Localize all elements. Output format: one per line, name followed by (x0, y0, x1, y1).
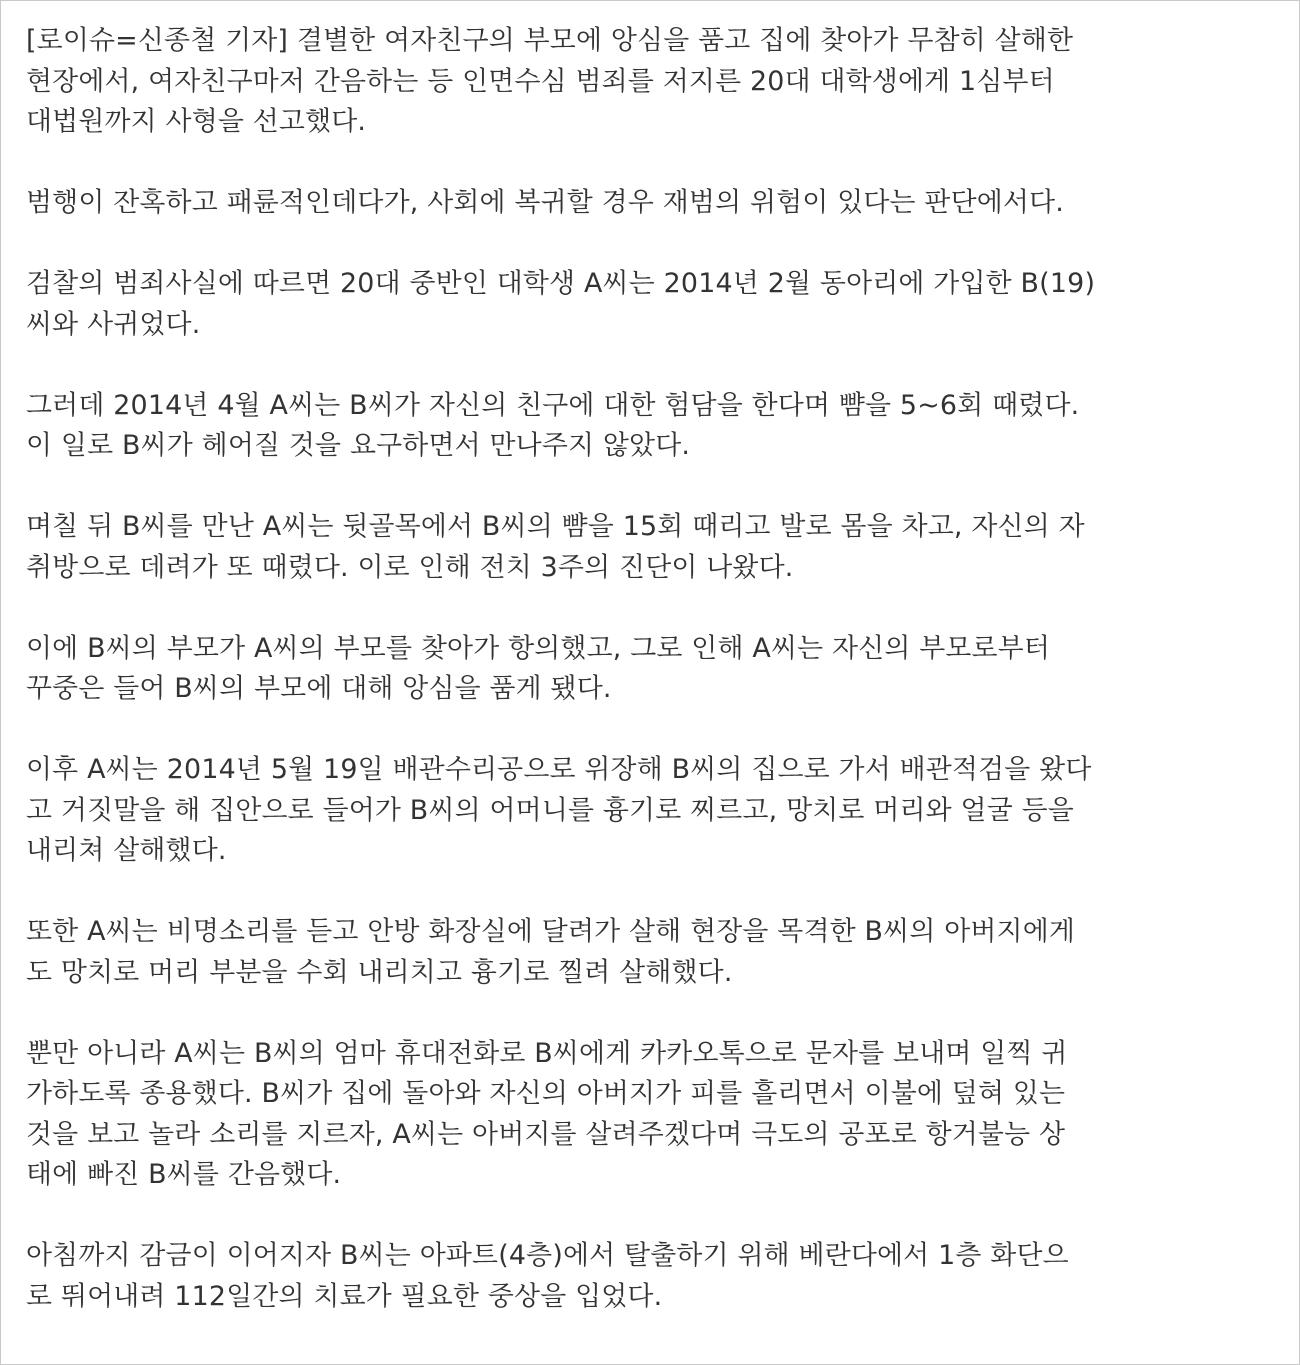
text-line: 현장에서, 여자친구마저 간음하는 등 인면수심 범죄를 저지른 20대 대학생에게 1심부터 (26, 65, 1055, 97)
paragraph (26, 1236, 1286, 1317)
paragraph (26, 21, 1286, 143)
text-line: 이후 A씨는 2014년 5월 19일 배관수리공으로 위장해 B씨의 집으로 가서 배관적검을 왔다 (26, 754, 1092, 785)
text-line: 뿐만 아니라 A씨는 B씨의 엄마 휴대전화로 B씨에게 카카오톡으로 문자를 보내며 일찍 귀 (26, 1037, 1068, 1069)
text-line: 아침까지 감금이 이어지자 B씨는 아파트(4층)에서 탈출하기 위해 베란다에서 1층 화단으 (26, 1240, 1069, 1271)
text-line: 이 일로 B씨가 헤어질 것을 요구하면서 만나주지 않았다. (26, 430, 691, 461)
text-line: 가하도록 종용했다. B씨가 집에 돌아와 자신의 아버지가 피를 흘리면서 이불에 덮혀 있는 (26, 1078, 1066, 1109)
paragraph (26, 1034, 1286, 1196)
text-line: 또한 A씨는 비명소리를 듣고 안방 화장실에 달려가 살해 현장을 목격한 B씨의 아버지에게 (26, 916, 1076, 947)
text-line: 고 거짓말을 해 집안으로 들어가 B씨의 어머니를 흉기로 찌르고, 망치로 머리와 얼굴 등을 (26, 794, 1074, 826)
paragraph (26, 264, 1286, 345)
text-line: [로이슈=신종철 기자] 결별한 여자친구의 부모에 앙심을 품고 집에 찾아가 무참히 살해한 (26, 25, 1074, 56)
text-line: 꾸중은 들어 B씨의 부모에 대해 앙심을 품게 됐다. (26, 673, 612, 704)
paragraph (26, 912, 1286, 993)
text-line: 로 뛰어내려 112일간의 치료가 필요한 중상을 입었다. (26, 1280, 663, 1312)
text-line: 내리쳐 살해했다. (26, 835, 227, 866)
text-line: 취방으로 데려가 또 때렸다. 이로 인해 전치 3주의 진단이 나왔다. (26, 551, 794, 583)
text-line: 검찰의 범죄사실에 따르면 20대 중반인 대학생 A씨는 2014년 2월 동아리에 가입한 B(19) (26, 268, 1096, 299)
text-line: 도 망치로 머리 부분을 수회 내리치고 흉기로 찔려 살해했다. (26, 956, 733, 988)
paragraph (26, 386, 1286, 467)
paragraph (26, 183, 1286, 224)
text-line: 것을 보고 놀라 소리를 지르자, A씨는 아버지를 살려주겠다며 극도의 공포로 항거불능 상 (26, 1118, 1066, 1150)
paragraph (26, 507, 1286, 588)
text-line: 며칠 뒤 B씨를 만난 A씨는 뒷골목에서 B씨의 뺨을 15회 때리고 발로 몸을 차고, 자신의 자 (26, 511, 1085, 542)
text-line: 대법원까지 사형을 선고했다. (26, 106, 367, 137)
text-line: 범행이 잔혹하고 패륜적인데다가, 사회에 복귀할 경우 재범의 위험이 있다는 판단에서다. (26, 187, 1064, 218)
article-body (26, 21, 1286, 1358)
paragraph (26, 750, 1286, 872)
text-line: 그러데 2014년 4월 A씨는 B씨가 자신의 친구에 대한 험담을 한다며 뺨을 5~6회 때렸다. (26, 389, 1080, 421)
text-line: 태에 빠진 B씨를 간음했다. (26, 1159, 342, 1190)
text-line: 씨와 사귀었다. (26, 308, 201, 340)
text-line: 이에 B씨의 부모가 A씨의 부모를 찾아가 항의했고, 그로 인해 A씨는 자신의 부모로부터 (26, 632, 1051, 664)
paragraph (26, 629, 1286, 710)
